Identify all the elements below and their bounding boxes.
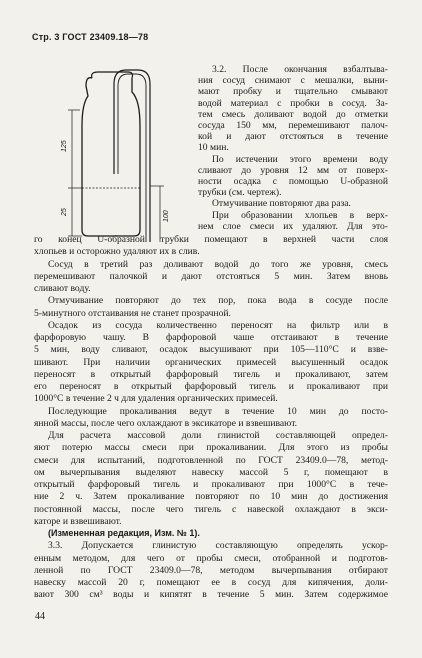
text-line: 3.2. После окончания взбалтыва- xyxy=(212,64,388,75)
text-line: 3.3. Допускается глинистую составляющую определять ускор- xyxy=(48,540,388,552)
text-line: ния сосуд снимают с мешалки, выни- xyxy=(198,75,388,87)
text-line: шивают. При наличии органических примесей высушенный осадок xyxy=(34,356,388,368)
text-line: смеси для испытаний, подготовленной по ГОСТ 23409.0—78, метод- xyxy=(34,454,388,466)
text-line: водой материал с пробки в сосуд. За- xyxy=(198,97,388,109)
text-line: ние 2 ч. Затем прокаливание повторяют по 10 мин до достижения xyxy=(34,491,388,503)
text-line: кой и дают отстояться в течение xyxy=(198,131,388,143)
text-line: го конец U-образной трубки помещают в верхней части слоя xyxy=(34,234,388,245)
text-line: каторе и взвешивают. xyxy=(34,515,122,527)
vessel-outline xyxy=(82,78,140,236)
text-line: ности осадка с помощью U-образной xyxy=(198,176,388,187)
text-line: яют потерю массы смеси при прокаливании. Для этого из пробы xyxy=(34,442,388,454)
text-line: Осадок из сосуда количественно переносят на фильтр или в xyxy=(48,319,388,331)
u-tube-inner xyxy=(118,74,146,242)
u-tube xyxy=(114,70,150,242)
page-header: Стр. 3 ГОСТ 23409.18—78 xyxy=(32,32,149,42)
text-line: навеску массой 20 г, помещают ее в сосуд для кипячения, доли- xyxy=(34,577,388,588)
text-line: постоянной массы, после чего тигель с навеской охлаждают в экси- xyxy=(34,503,388,515)
text-line: Последующие прокаливания ведут в течение 10 мин до посто- xyxy=(48,405,388,417)
text-line: тем смесь доливают водой до отметки xyxy=(198,108,388,120)
text-line: фарфоровую чашу. В фарфоровой чаше отстаивают в течение xyxy=(34,332,388,343)
text-line: Сосуд в третий раз доливают водой до того же уровня, смесь xyxy=(48,258,388,270)
dim-label-100: 100 xyxy=(163,210,170,222)
text-line: Отмучивание повторяют два раза. xyxy=(212,198,351,210)
text-line: нем слое смеси их удаляют. Для это- xyxy=(198,220,388,232)
page-number: 44 xyxy=(35,611,45,622)
dim-label-25: 25 xyxy=(61,208,68,216)
amendment-note: (Измененная редакция, Изм. № 1). xyxy=(48,528,200,538)
text-line: При образовании хлопьев в верх- xyxy=(212,209,388,221)
text-line: сосуда 150 мм, перемешивают палоч- xyxy=(198,120,388,131)
text-line: трубки (см. чертеж). xyxy=(198,187,282,199)
text-line: По истечении этого времени воду xyxy=(212,153,388,165)
dim-label-125: 125 xyxy=(61,140,68,152)
text-line: мают пробку и тщательно смывают xyxy=(198,86,388,98)
text-line: Отмучивание повторяют до тех пор, пока вода в сосуде после xyxy=(48,295,388,307)
text-line: Для расчета массовой доли глинистой составляющей определ- xyxy=(48,430,388,441)
text-line: 10 мин. xyxy=(198,142,229,154)
text-line: его переносят в открытый фарфоровый тигель и прокаливают при xyxy=(34,381,388,392)
vessel-diagram-svg xyxy=(52,66,204,242)
text-line: хлопьев и осторожно удаляют их в слив. xyxy=(34,246,200,258)
u-tube-vessel-drawing xyxy=(52,66,204,242)
text-line: перемешивают палочкой и дают отстояться 5 мин. Затем вновь xyxy=(34,270,388,282)
text-line: ом вычерпывания выделяют навеску массой 5 г, помещают в xyxy=(34,466,388,478)
text-line: вают 300 см³ воды и кипятят в течение 5 мин. Затем содержимое xyxy=(34,589,388,601)
text-line: енным методом, для чего от пробы смеси, отобранной и подготов- xyxy=(34,552,388,564)
text-line: сливают воду. xyxy=(34,283,91,294)
text-line: 5 мин, воду сливают, осадок высушивают при 105—110°С и взве- xyxy=(34,344,388,356)
text-line: открытый фарфоровый тигель и прокаливают при 1000°С в тече- xyxy=(34,479,388,490)
text-line: 1000°С в течение 2 ч для удаления органических примесей. xyxy=(34,393,278,405)
text-line: янной массы, после чего охлаждают в эксикаторе и взвешивают. xyxy=(34,417,298,429)
vessel-lip xyxy=(92,72,133,78)
text-line: сливают до уровня 12 мм от поверх- xyxy=(198,164,388,176)
text-line: ленной по ГОСТ 23409.0—78, методом вычерпывания отбирают xyxy=(34,564,388,576)
text-line: 5-минутного отстаивания не станет прозрачной. xyxy=(34,307,231,319)
text-line: переносят в открытый фарфоровый тигель и прокаливают, затем xyxy=(34,368,388,380)
